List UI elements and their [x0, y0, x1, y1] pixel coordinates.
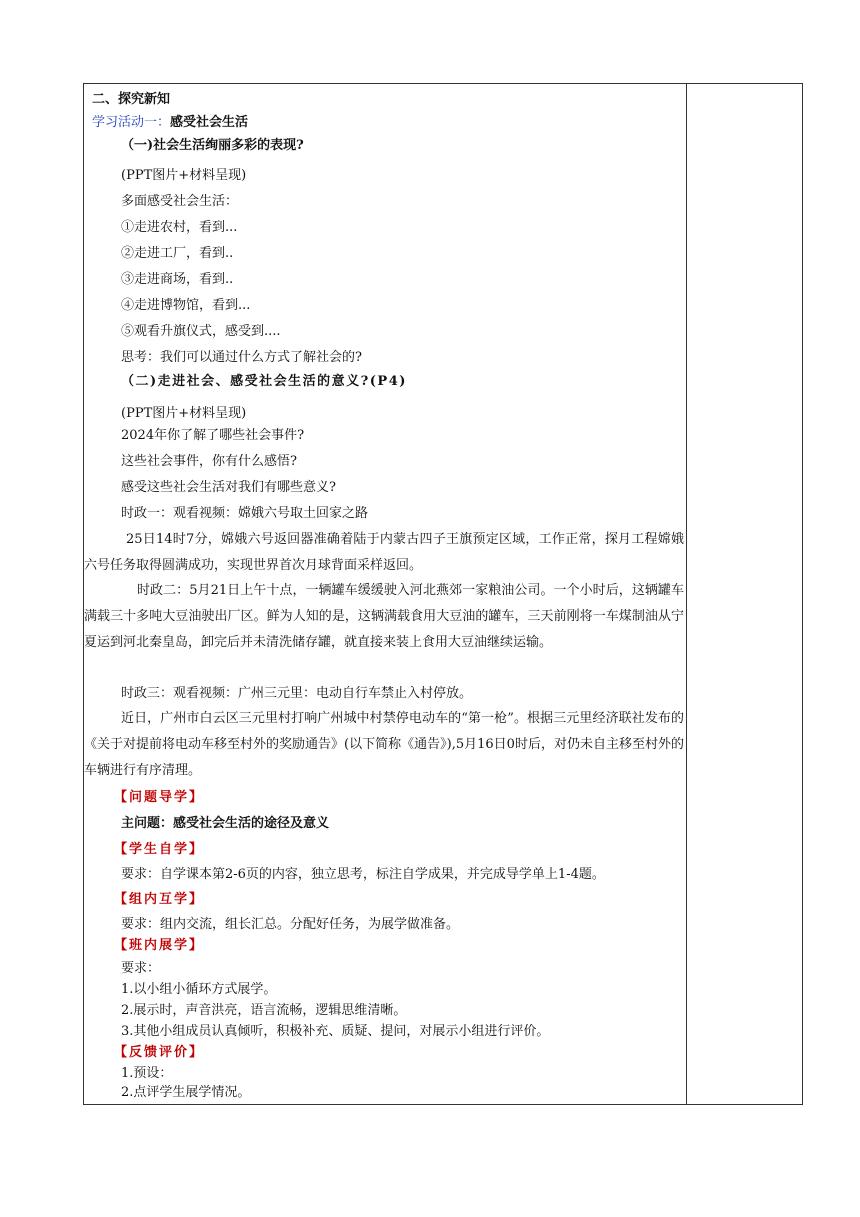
material-note-1: (PPT图片+材料呈现) [121, 168, 247, 183]
list-item: ①走进农村，看到... [121, 220, 238, 235]
column-divider [686, 84, 687, 1104]
class-show-item: 2.展示时，声音洪亮，语言流畅，逻辑思维清晰。 [121, 1003, 407, 1018]
self-study-requirement: 要求：自学课本第2-6页的内容，独立思考，标注自学成果，并完成导学单上1-4题。 [121, 867, 605, 882]
main-question: 主问题：感受社会生活的途径及意义 [121, 816, 330, 831]
question-line: 感受这些社会生活对我们有哪些意义? [121, 480, 336, 495]
class-show-item: 3.其他小组成员认真倾听，积极补充、质疑、提问，对展示小组进行评价。 [121, 1024, 550, 1039]
group-study-requirement: 要求：组内交流，组长汇总。分配好任务，为展学做准备。 [121, 917, 460, 932]
list-item: ④走进博物馆，看到... [121, 298, 251, 313]
activity-heading [92, 114, 248, 132]
activity-title: 感受社会生活 [170, 115, 249, 130]
main-cell [84, 84, 686, 1104]
think-question: 思考：我们可以通过什么方式了解社会的? [121, 350, 362, 365]
self-study-tag: 【学生自学】 [114, 842, 205, 857]
politics-1-text: 25日14时7分，嫦娥六号返回器准确着陆于内蒙古四子王旗预定区域，工作正常，探月工程嫦娥六号任务取得圆满成功，实现世界首次月球背面采样返回。 [84, 532, 684, 573]
list-item: ②走进工厂，看到.. [121, 246, 234, 261]
question-line: 2024年你了解了哪些社会事件? [121, 428, 305, 443]
question-1: （一)社会生活绚丽多彩的表现? [121, 138, 304, 153]
class-show-item: 1.以小组小循环方式展学。 [121, 982, 277, 997]
lesson-table [83, 83, 803, 1105]
politics-3-text: 近日，广州市白云区三元里村打响广州城中村禁停电动车的“第一枪”。根据三元里经济联社发布的《关于对提前将电动车移至村外的奖励通告》(以下简称《通告》),5月16日0时后，对仍未自主移至村外的车辆进行有序清理。 [84, 711, 684, 778]
class-show-tag: 【班内展学】 [114, 938, 205, 953]
section-title: 二、探究新知 [92, 92, 171, 107]
feedback-item: 2.点评学生展学情况。 [121, 1085, 251, 1100]
guide-tag: 【问题导学】 [114, 790, 205, 805]
multi-intro: 多面感受社会生活： [121, 194, 239, 209]
class-show-requirement: 要求： [121, 961, 161, 976]
feedback-tag: 【反馈评价】 [114, 1045, 205, 1060]
list-item: ③走进商场，看到.. [121, 272, 234, 287]
question-line: 这些社会事件，你有什么感悟? [121, 454, 297, 469]
politics-1-heading: 时政一：观看视频：嫦娥六号取土回家之路 [121, 506, 369, 521]
politics-2-text: 时政二：5月21日上午十点，一辆罐车缓缓驶入河北燕郊一家粮油公司。一个小时后，这辆罐车满载三十多吨大豆油驶出厂区。鲜为人知的是，这辆满载食用大豆油的罐车，三天前刚将一车煤制油从宁夏运到河北秦皇岛，卸完后并未清洗储存罐，就直接来装上食用大豆油继续运输。 [84, 583, 684, 650]
list-item: ⑤观看升旗仪式，感受到.... [121, 324, 281, 339]
material-note-2: (PPT图片+材料呈现) [121, 406, 247, 421]
activity-label: 学习活动一： [92, 115, 171, 130]
feedback-item: 1.预设： [121, 1066, 173, 1081]
group-study-tag: 【组内互学】 [114, 892, 205, 907]
politics-3-heading: 时政三：观看视频：广州三元里：电动自行车禁止入村停放。 [121, 686, 473, 701]
question-2: （二)走进社会、感受社会生活的意义?(P4) [121, 374, 407, 389]
